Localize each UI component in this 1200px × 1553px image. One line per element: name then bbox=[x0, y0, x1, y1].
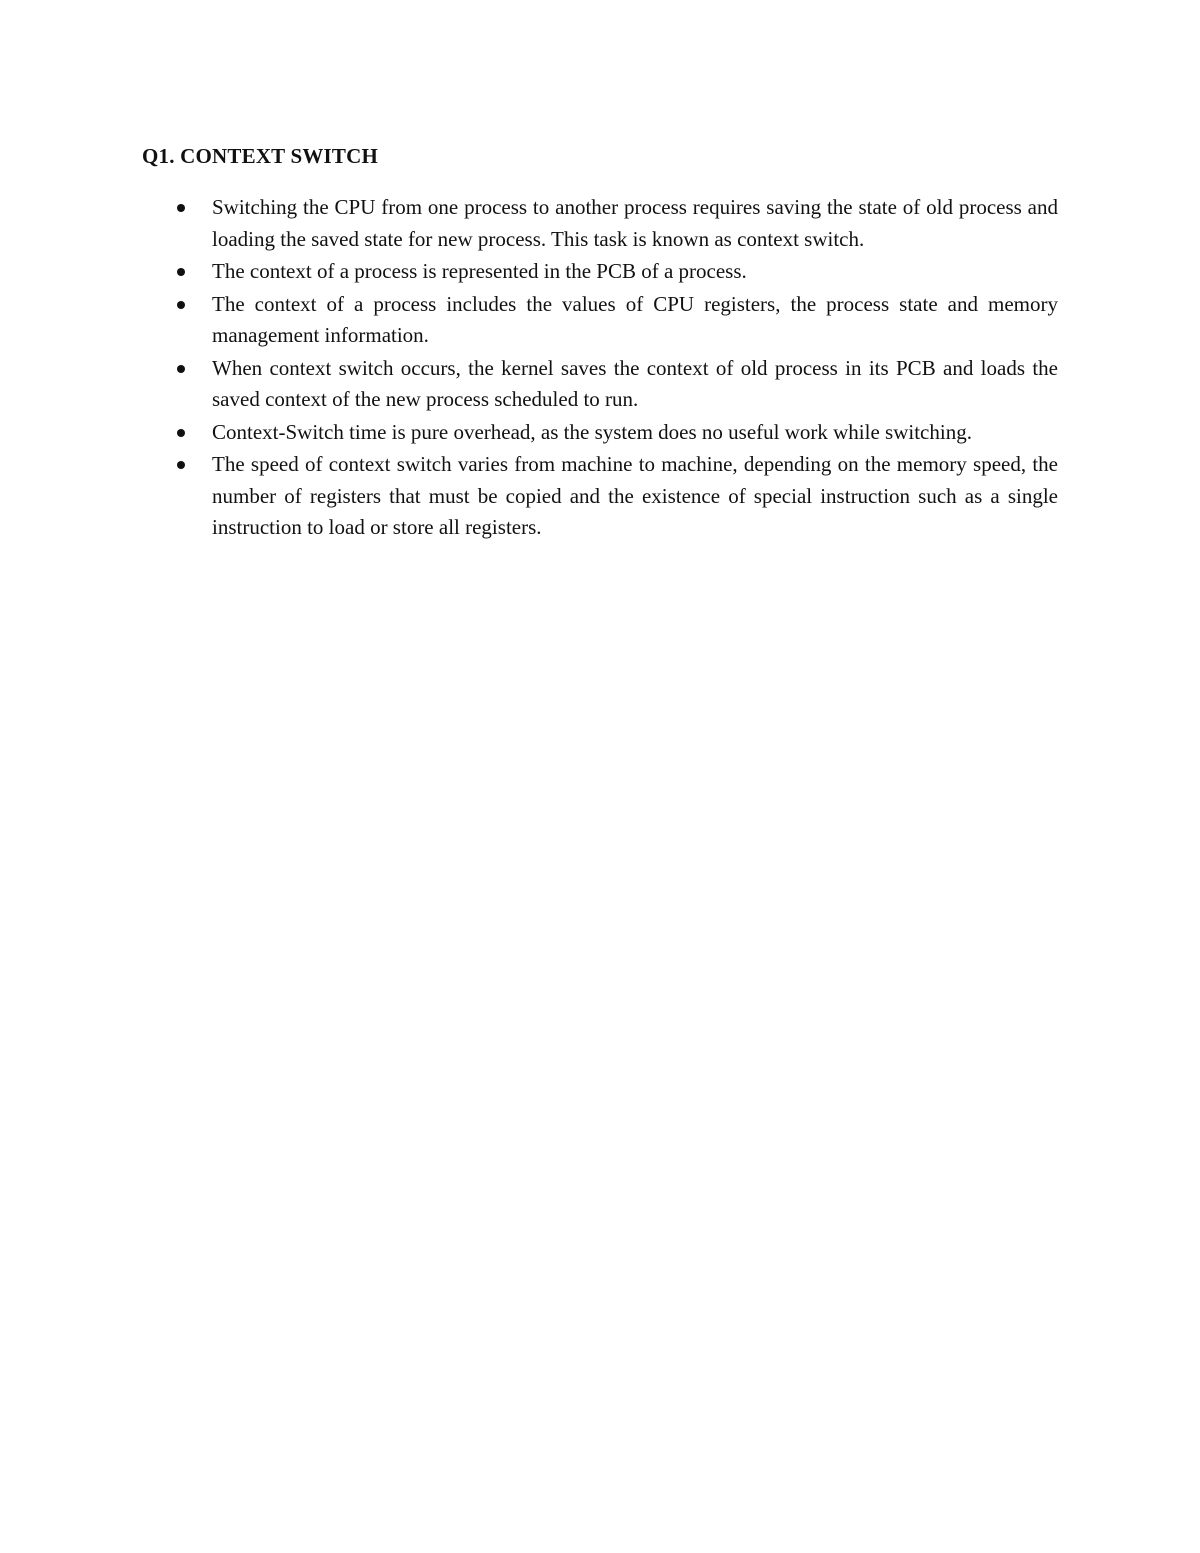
bullet-list bbox=[142, 192, 1058, 545]
list-item bbox=[142, 449, 1058, 544]
list-item bbox=[142, 417, 1058, 449]
bullet-icon bbox=[177, 429, 185, 437]
list-item-text: When context switch occurs, the kernel saves the context of old process in its PCB and loads the saved context of the new process scheduled to run. bbox=[212, 355, 1058, 411]
list-item-text: Context-Switch time is pure overhead, as the system does no useful work while switching. bbox=[212, 419, 972, 444]
bullet-icon bbox=[177, 301, 185, 309]
bullet-icon bbox=[177, 268, 185, 276]
list-item bbox=[142, 289, 1058, 352]
list-item bbox=[142, 256, 1058, 288]
list-item bbox=[142, 353, 1058, 416]
list-item-text: Switching the CPU from one process to another process requires saving the state of old process and loading the saved state for new process. This task is known as context switch. bbox=[212, 195, 1058, 251]
list-item-text: The context of a process is represented in the PCB of a process. bbox=[212, 259, 747, 283]
bullet-icon bbox=[177, 461, 185, 469]
bullet-icon bbox=[177, 365, 185, 373]
list-item bbox=[142, 192, 1058, 255]
list-item-text: The speed of context switch varies from machine to machine, depending on the memory speed, the number of registers that must be copied and the existence of special instruction such as a single instruction to load or store all registers. bbox=[212, 452, 1058, 539]
section-heading: Q1. CONTEXT SWITCH bbox=[142, 144, 379, 168]
bullet-icon bbox=[177, 204, 185, 212]
list-item-text: The context of a process includes the values of CPU registers, the process state and memory management information. bbox=[212, 291, 1058, 347]
